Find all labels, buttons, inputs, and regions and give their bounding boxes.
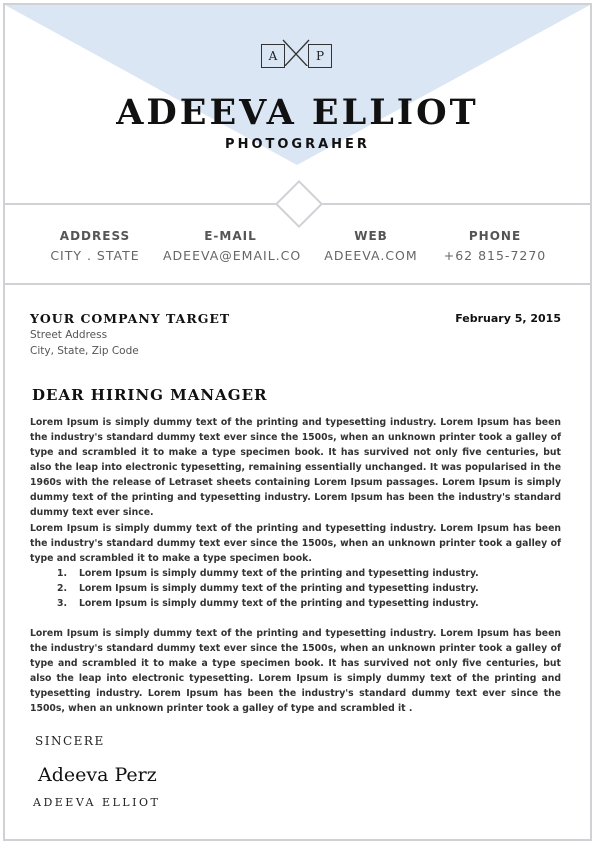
applicant-role: PHOTOGRAHER bbox=[225, 137, 370, 152]
divider-bottom bbox=[5, 283, 590, 285]
contact-email bbox=[163, 229, 302, 263]
body-list bbox=[57, 566, 479, 611]
salutation: DEAR HIRING MANAGER bbox=[32, 386, 268, 404]
recipient-street: Street Address bbox=[30, 329, 108, 341]
list-item bbox=[57, 581, 479, 596]
list-number: 2. bbox=[57, 583, 68, 594]
contact-value: +62 815-7270 bbox=[443, 248, 547, 263]
contact-label: WEB bbox=[354, 229, 388, 243]
list-text: Lorem Ipsum is simply dummy text of the printing and typesetting industry. bbox=[79, 568, 479, 579]
signer-name: ADEEVA ELLIOT bbox=[33, 796, 161, 809]
contact-label: PHONE bbox=[468, 229, 522, 243]
signature: Adeeva Perz bbox=[38, 764, 157, 786]
monogram-letter-a: A bbox=[261, 44, 285, 68]
closing: SINCERE bbox=[35, 734, 105, 748]
list-item bbox=[57, 566, 479, 581]
letter-date: February 5, 2015 bbox=[455, 312, 561, 325]
contact-phone bbox=[436, 229, 554, 263]
monogram-cross-icon bbox=[261, 38, 331, 66]
list-text: Lorem Ipsum is simply dummy text of the printing and typesetting industry. bbox=[79, 583, 479, 594]
contact-web bbox=[316, 229, 426, 263]
list-text: Lorem Ipsum is simply dummy text of the printing and typesetting industry. bbox=[79, 598, 479, 609]
contact-value: ADEEVA@EMAIL.CO bbox=[163, 248, 302, 263]
body-paragraph-1: Lorem Ipsum is simply dummy text of the printing and typesetting industry. Lorem Ipsum has been the industry's standard dummy text ever since the 1500s, when an unknown printer took a galley of type and scrambled it to make a type specimen book. It has survived not only five centuries, but also the leap into electronic typesetting, remaining essentially unchanged. It was popularised in the 1960s with the release of Letraset sheets containing Lorem Ipsum passages. Lorem Ipsum is simply dummy text of the printing and typesetting industry. Lorem Ipsum has been the industry's standard dummy text ever since. bbox=[30, 417, 561, 518]
contact-address bbox=[40, 229, 150, 263]
monogram bbox=[261, 44, 331, 72]
monogram-letter-p: P bbox=[308, 44, 332, 68]
body-paragraph-2: Lorem Ipsum is simply dummy text of the printing and typesetting industry. Lorem Ipsum has been the industry's standard dummy text ever since the 1500s, when an unknown printer took a galley of type and scrambled it to make a type specimen book. bbox=[30, 523, 561, 564]
list-number: 1. bbox=[57, 568, 68, 579]
recipient-city: City, State, Zip Code bbox=[30, 345, 139, 357]
list-number: 3. bbox=[57, 598, 68, 609]
list-item bbox=[57, 596, 479, 611]
contact-value: CITY . STATE bbox=[50, 248, 140, 263]
recipient-company: YOUR COMPANY TARGET bbox=[30, 311, 231, 326]
applicant-name: ADEEVA ELLIOT bbox=[116, 92, 479, 133]
contact-value: ADEEVA.COM bbox=[324, 248, 418, 263]
contact-label: E-MAIL bbox=[204, 229, 257, 243]
body-paragraph-3: Lorem Ipsum is simply dummy text of the printing and typesetting industry. Lorem Ipsum has been the industry's standard dummy text ever since the 1500s, when an unknown printer took a galley of type and scrambled it to make a type specimen book. It has survived not only five centuries, but also the leap into electronic typesetting. Lorem Ipsum is simply dummy text of the printing and typesetting industry. Lorem Ipsum has been the industry's standard dummy text ever since the 1500s, when an unknown printer took a galley of type and scrambled it . bbox=[30, 628, 561, 714]
contact-label: ADDRESS bbox=[59, 229, 131, 243]
